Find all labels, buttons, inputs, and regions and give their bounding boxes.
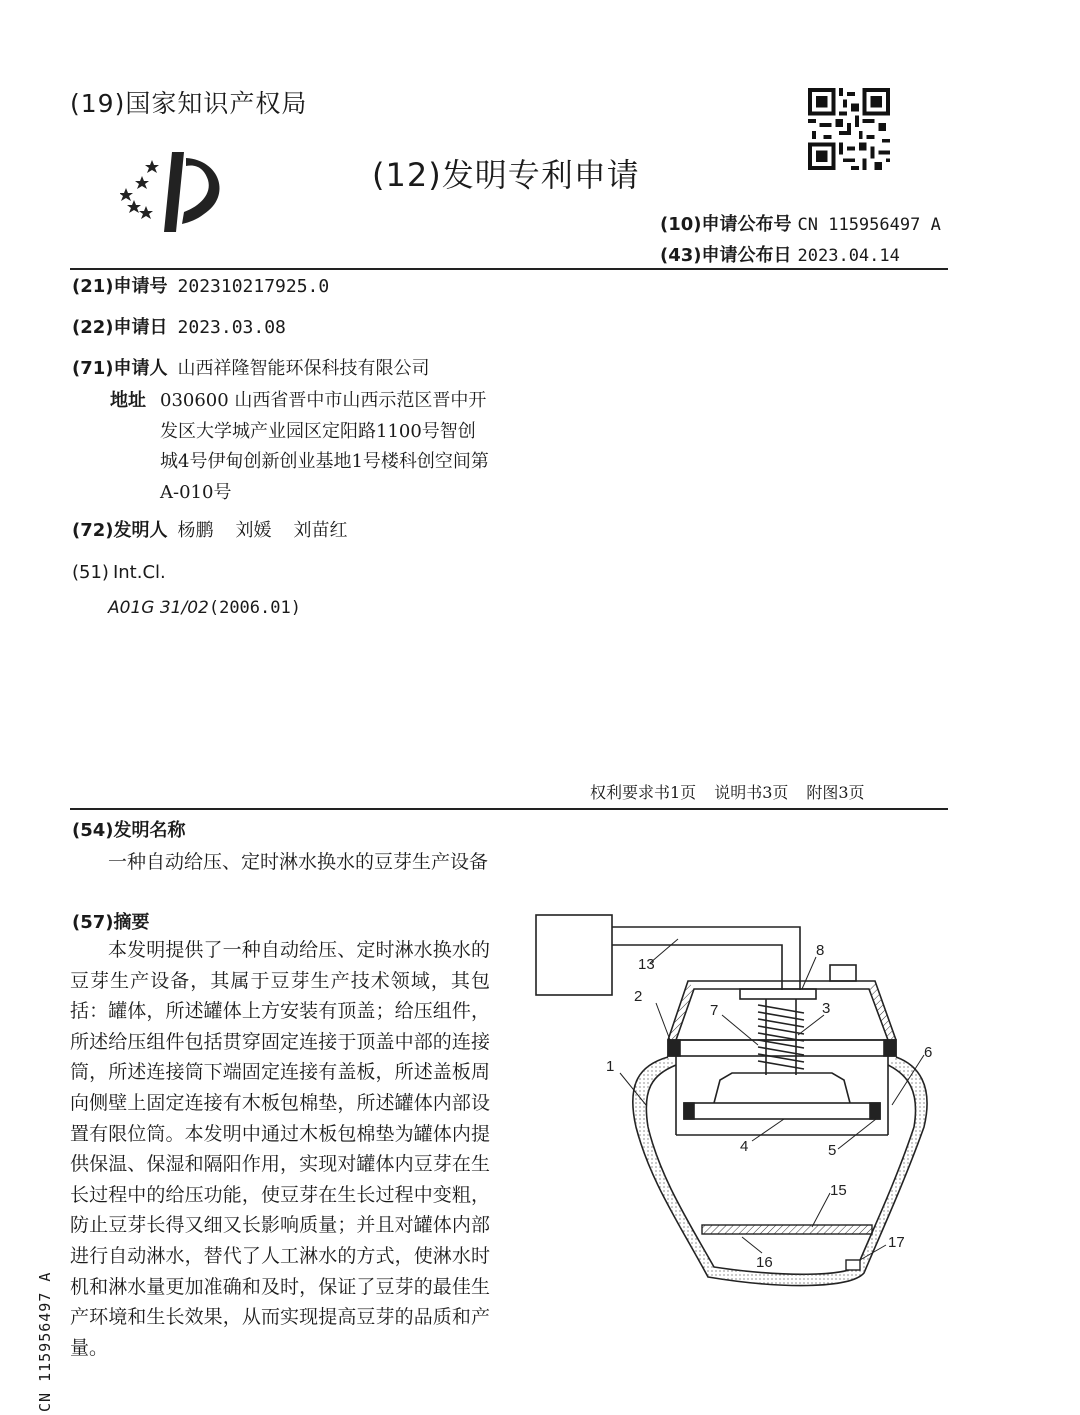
applicant-code: (71) (72, 358, 114, 379)
int-cl-label: Int.Cl. (112, 562, 166, 583)
page-count-line (590, 780, 883, 803)
figure-label: 4 (740, 1138, 749, 1155)
side-publication-number: CN 115956497 A (36, 1271, 54, 1412)
inventor-name: 刘苗红 (293, 520, 348, 541)
ipc-classification (108, 593, 301, 623)
claims-pages: 权利要求书1页 (590, 783, 697, 802)
app-date-label: 申请日 (113, 317, 168, 338)
figure-label: 1 (606, 1058, 615, 1075)
application-date-row (72, 313, 286, 343)
figure-label: 5 (828, 1142, 837, 1159)
section-divider (70, 808, 948, 810)
publication-date-row (660, 241, 900, 267)
invention-title: 一种自动给压、定时淋水换水的豆芽生产设备 (108, 851, 489, 873)
pub-date-value: 2023.04.14 (797, 246, 900, 266)
title-code: (54) (72, 820, 114, 841)
app-no-label: 申请号 (113, 276, 168, 297)
figure-label: 15 (830, 1182, 847, 1199)
pub-number-label: 申请公布号 (701, 214, 792, 235)
abstract-text: 本发明提供了一种自动给压、定时淋水换水的豆芽生产设备，其属于豆芽生产技术领域，其包括：罐体，所述罐体上方安装有顶盖；给压组件，所述给压组件包括贯穿固定连接于顶盖中部的连接筒，所述连接筒下端固定连接有盖板，所述盖板周向侧壁上固定连接有木板包棉垫，所述罐体内部设置有限位筒。本发明中通过木板包棉垫为罐体内提供保温、保湿和隔阳作用，实现对罐体内豆芽在生长过程中的给压功能，使豆芽在生长过程中变粗，防止豆芽长得又细又长影响质量；并且对罐体内部进行自动淋水，替代了人工淋水的方式，使淋水时机和淋水量更加准确和及时，保证了豆芽的最佳生产环境和生长效果，从而实现提高豆芽的品质和产量。 (70, 939, 490, 1359)
figure-label: 13 (638, 956, 655, 973)
abstract-figure (530, 905, 950, 1295)
ipc-version: (2006.01) (208, 598, 301, 618)
app-date-value: 2023.03.08 (177, 317, 286, 338)
figure-label: 16 (756, 1254, 773, 1271)
inventors-label: 发明人 (113, 520, 168, 541)
office-code: (19) (70, 89, 126, 118)
pub-date-label: 申请公布日 (701, 245, 792, 266)
abstract-code: (57) (72, 912, 114, 933)
applicant-label: 申请人 (113, 358, 168, 379)
abstract-label: 摘要 (113, 912, 150, 933)
application-number-row (72, 272, 329, 302)
figure-label: 7 (710, 1002, 719, 1019)
pub-date-code: (43) (660, 245, 702, 266)
app-no-value: 202310217925.0 (177, 276, 330, 297)
figure-label: 17 (888, 1234, 905, 1251)
app-date-code: (22) (72, 317, 114, 338)
pub-number-value: CN 115956497 A (797, 215, 941, 235)
qr-code-icon (808, 88, 890, 170)
control-box (536, 915, 612, 995)
drawing-pages: 附图3页 (806, 783, 865, 802)
ipc-class: A01G 31/02 (108, 598, 209, 618)
title-label: 发明名称 (113, 820, 186, 841)
inventors-code: (72) (72, 520, 114, 541)
app-no-code: (21) (72, 276, 114, 297)
int-cl-code: (51) (72, 562, 109, 583)
pub-number-code: (10) (660, 214, 702, 235)
figure-label: 2 (634, 988, 643, 1005)
title-section-heading (72, 816, 186, 842)
doc-type-text: 发明专利申请 (441, 156, 640, 194)
inventor-name: 刘媛 (235, 520, 272, 541)
inventor-name: 杨鹏 (177, 520, 214, 541)
figure-label: 3 (822, 1000, 831, 1017)
applicant-row (72, 354, 430, 384)
applicant-value: 山西祥隆智能环保科技有限公司 (177, 358, 430, 379)
cnipa-logo-icon (120, 148, 232, 238)
address-label: 地址 (110, 390, 146, 411)
abstract-heading (72, 908, 150, 934)
address-value: 030600 山西省晋中市山西示范区晋中开发区大学城产业园区定阳路1100号智创城4号伊甸创新创业基地1号楼科创空间第A-010号 (160, 390, 489, 503)
header-divider (70, 268, 948, 270)
description-pages: 说明书3页 (714, 783, 789, 802)
figure-label: 8 (816, 942, 825, 959)
inventors-row (72, 516, 348, 546)
int-cl-row (72, 558, 166, 588)
figure-label: 6 (924, 1044, 933, 1061)
office-name (70, 84, 307, 120)
office-name-text: 国家知识产权局 (125, 89, 308, 118)
doc-type-code: (12) (372, 156, 442, 194)
publication-number-row (660, 210, 941, 236)
document-type (372, 150, 640, 196)
